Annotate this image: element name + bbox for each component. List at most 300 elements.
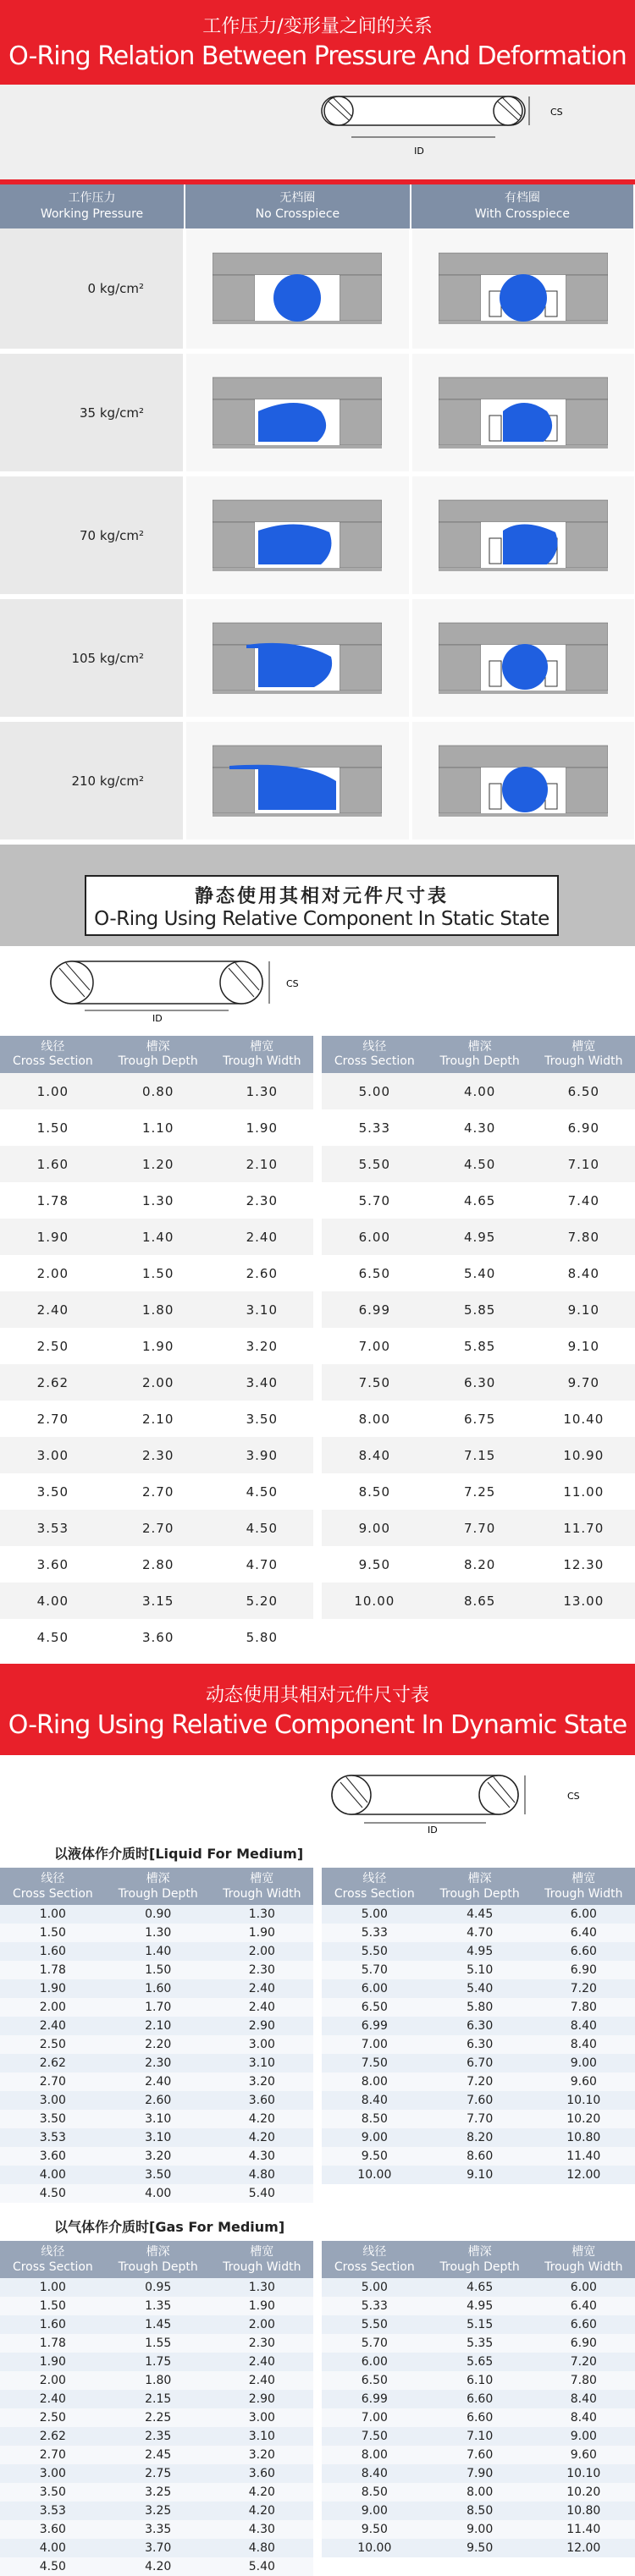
oring-diagram-static — [0, 946, 635, 1024]
pressure-row — [0, 351, 634, 474]
table-cell: 8.40 — [533, 2035, 635, 2054]
col-working-pressure: 工作压力 Working Pressure — [0, 184, 185, 228]
table-cell: 3.60 — [0, 2147, 106, 2166]
table-cell: 2.30 — [106, 1437, 211, 1473]
table-row — [0, 2427, 635, 2446]
table-cell: 6.99 — [322, 1291, 428, 1328]
table-cell: 4.70 — [211, 1546, 313, 1582]
table-row — [0, 2353, 635, 2371]
table-cell: 2.90 — [211, 2390, 313, 2408]
table-cell: 5.50 — [322, 1146, 428, 1182]
table-cell: 4.45 — [428, 1905, 533, 1924]
table-cell — [533, 1619, 635, 1655]
oring-diagram-dynamic — [0, 1755, 635, 1835]
table-cell: 11.00 — [533, 1473, 635, 1510]
table-cell: 1.60 — [0, 2315, 106, 2334]
table-cell: 3.60 — [0, 2520, 106, 2539]
table-cell: 1.80 — [106, 1291, 211, 1328]
table-cell: 2.75 — [106, 2464, 211, 2483]
table-cell: 3.53 — [0, 1510, 106, 1546]
oring-schematic — [0, 85, 635, 179]
table-cell: 3.60 — [211, 2464, 313, 2483]
table-row — [0, 2315, 635, 2334]
table-cell: 3.60 — [106, 1619, 211, 1655]
table-cell: 7.50 — [322, 2054, 428, 2072]
table-cell: 8.40 — [322, 2464, 428, 2483]
table-cell: 6.90 — [533, 2334, 635, 2353]
table-cell: 9.00 — [533, 2427, 635, 2446]
svg-text:CS: CS — [286, 978, 299, 989]
table-cell: 3.70 — [106, 2539, 211, 2557]
table-cell: 3.53 — [0, 2502, 106, 2520]
table-cell: 3.10 — [211, 2054, 313, 2072]
table-cell: 7.80 — [533, 2371, 635, 2390]
pressure-row — [0, 228, 634, 351]
column-header: 线径 Cross Section — [0, 1036, 106, 1073]
table-cell: 6.30 — [428, 2035, 533, 2054]
table-cell: 4.20 — [106, 2557, 211, 2576]
column-header: 槽宽 Trough Width — [533, 1036, 635, 1073]
table-cell: 10.00 — [322, 2166, 428, 2184]
svg-text:ID: ID — [428, 1825, 438, 1835]
table-cell: 5.65 — [428, 2353, 533, 2371]
table-cell: 6.50 — [322, 1255, 428, 1291]
dynamic-state-banner — [0, 1669, 635, 1755]
table-cell: 4.50 — [0, 1619, 106, 1655]
column-header: 槽深 Trough Depth — [428, 1868, 533, 1905]
table-cell: 8.40 — [533, 1255, 635, 1291]
id-label: ID — [414, 146, 424, 157]
table-cell: 12.30 — [533, 1546, 635, 1582]
table-cell: 5.70 — [322, 2334, 428, 2353]
table-cell: 7.50 — [322, 2427, 428, 2446]
table-cell: 4.65 — [428, 1182, 533, 1219]
table-row — [0, 2446, 635, 2464]
table-cell: 2.35 — [106, 2427, 211, 2446]
table-cell: 7.20 — [428, 2072, 533, 2091]
table-cell: 8.20 — [428, 2128, 533, 2147]
table-row — [0, 2072, 635, 2091]
table-cell: 4.70 — [428, 1924, 533, 1942]
table-cell: 2.70 — [106, 1510, 211, 1546]
column-header: 线径 Cross Section — [322, 1868, 428, 1905]
column-header: 线径 Cross Section — [322, 2241, 428, 2278]
table-row — [0, 2408, 635, 2427]
table-cell: 9.00 — [533, 2054, 635, 2072]
table-cell: 3.20 — [211, 2072, 313, 2091]
table-cell: 2.00 — [211, 1942, 313, 1961]
table-cell: 2.10 — [211, 1146, 313, 1182]
table-cell: 5.40 — [211, 2557, 313, 2576]
table-cell: 5.70 — [322, 1182, 428, 1219]
column-header: 槽深 Trough Depth — [428, 1036, 533, 1073]
table-cell: 7.70 — [428, 2110, 533, 2128]
table-cell: 5.10 — [428, 1961, 533, 1979]
table-cell: 7.70 — [428, 1510, 533, 1546]
pressure-row — [0, 474, 634, 597]
table-cell: 12.00 — [533, 2539, 635, 2557]
table-cell: 2.00 — [0, 1255, 106, 1291]
table-row — [0, 1401, 635, 1437]
dynamic-title-en: O-Ring Using Relative Component In Dynamic State — [8, 1710, 627, 1740]
table-cell: 3.50 — [0, 2110, 106, 2128]
table-row — [0, 1146, 635, 1182]
table-cell: 2.62 — [0, 2427, 106, 2446]
table-cell: 5.15 — [428, 2315, 533, 2334]
table-cell: 2.00 — [106, 1364, 211, 1401]
table-cell: 3.20 — [106, 2147, 211, 2166]
pressure-value: 0 kg/cm² — [0, 228, 185, 351]
table-cell: 8.20 — [428, 1546, 533, 1582]
table-cell: 2.25 — [106, 2408, 211, 2427]
table-row — [0, 2035, 635, 2054]
table-cell: 1.50 — [106, 1255, 211, 1291]
table-cell: 2.50 — [0, 1328, 106, 1364]
table-cell: 1.90 — [0, 1979, 106, 1998]
table-cell: 11.70 — [533, 1510, 635, 1546]
table-cell: 1.45 — [106, 2315, 211, 2334]
table-cell: 8.50 — [322, 1473, 428, 1510]
table-cell: 5.85 — [428, 1328, 533, 1364]
table-cell: 1.30 — [106, 1924, 211, 1942]
table-cell: 1.50 — [106, 1961, 211, 1979]
table-cell: 8.50 — [322, 2110, 428, 2128]
table-cell: 1.40 — [106, 1219, 211, 1255]
table-cell: 1.30 — [211, 1905, 313, 1924]
table-cell: 5.80 — [211, 1619, 313, 1655]
table-cell: 5.80 — [428, 1998, 533, 2017]
table-cell: 9.00 — [428, 2520, 533, 2539]
gland-with-crosspiece-figure — [439, 614, 608, 699]
svg-text:CS: CS — [567, 1791, 580, 1802]
table-cell: 7.00 — [322, 2408, 428, 2427]
table-cell: 2.62 — [0, 2054, 106, 2072]
table-row — [0, 2297, 635, 2315]
col-with-crosspiece: 有档圈 With Crosspiece — [411, 184, 634, 228]
table-cell — [428, 2557, 533, 2576]
column-header: 线径 Cross Section — [322, 1036, 428, 1073]
table-cell: 8.40 — [533, 2408, 635, 2427]
table-cell: 1.60 — [0, 1146, 106, 1182]
table-cell: 0.80 — [106, 1073, 211, 1109]
table-cell: 2.40 — [0, 2017, 106, 2035]
table-cell: 6.10 — [428, 2371, 533, 2390]
table-cell: 6.00 — [533, 1905, 635, 1924]
table-cell: 6.50 — [322, 1998, 428, 2017]
table-cell: 6.90 — [533, 1961, 635, 1979]
table-cell: 1.60 — [106, 1979, 211, 1998]
table-cell: 5.33 — [322, 2297, 428, 2315]
table-cell: 5.40 — [428, 1979, 533, 1998]
table-cell: 3.50 — [0, 2483, 106, 2502]
table-cell: 10.90 — [533, 1437, 635, 1473]
column-header: 线径 Cross Section — [0, 1868, 106, 1905]
table-cell: 2.45 — [106, 2446, 211, 2464]
column-header: 槽宽 Trough Width — [533, 1868, 635, 1905]
table-cell: 4.30 — [211, 2520, 313, 2539]
table-cell: 1.90 — [106, 1328, 211, 1364]
table-cell: 7.20 — [533, 2353, 635, 2371]
table-cell: 1.90 — [0, 2353, 106, 2371]
gland-no-crosspiece-figure — [213, 737, 382, 822]
table-cell: 1.90 — [211, 2297, 313, 2315]
table-cell: 4.00 — [0, 2539, 106, 2557]
table-cell: 4.00 — [106, 2184, 211, 2203]
table-cell: 1.78 — [0, 2334, 106, 2353]
table-cell: 7.90 — [428, 2464, 533, 2483]
table-cell: 1.80 — [106, 2371, 211, 2390]
table-cell: 2.40 — [0, 1291, 106, 1328]
table-row — [0, 1905, 635, 1924]
table-cell: 2.30 — [211, 2334, 313, 2353]
table-cell: 10.10 — [533, 2464, 635, 2483]
table-cell: 10.20 — [533, 2483, 635, 2502]
table-cell: 8.50 — [428, 2502, 533, 2520]
table-cell: 5.00 — [322, 1073, 428, 1109]
table-row — [0, 2464, 635, 2483]
table-cell: 3.00 — [211, 2408, 313, 2427]
table-cell: 6.30 — [428, 2017, 533, 2035]
table-cell: 5.85 — [428, 1291, 533, 1328]
table-cell: 6.75 — [428, 1401, 533, 1437]
gas-size-table — [0, 2241, 635, 2576]
svg-text:ID: ID — [152, 1013, 163, 1024]
column-header: 槽深 Trough Depth — [106, 1868, 211, 1905]
table-cell: 5.00 — [322, 1905, 428, 1924]
table-cell: 1.40 — [106, 1942, 211, 1961]
table-cell: 3.00 — [211, 2035, 313, 2054]
table-row — [0, 2110, 635, 2128]
table-cell: 4.95 — [428, 1942, 533, 1961]
table-cell: 5.00 — [322, 2278, 428, 2297]
table-cell: 4.50 — [428, 1146, 533, 1182]
table-row — [0, 1998, 635, 2017]
gland-no-crosspiece-figure — [213, 614, 382, 699]
gland-with-crosspiece-figure — [439, 492, 608, 576]
table-cell: 2.20 — [106, 2035, 211, 2054]
table-row — [0, 1582, 635, 1619]
table-cell: 1.60 — [0, 1942, 106, 1961]
table-cell: 5.33 — [322, 1924, 428, 1942]
table-cell: 7.10 — [533, 1146, 635, 1182]
table-cell: 3.15 — [106, 1582, 211, 1619]
table-cell: 9.50 — [322, 1546, 428, 1582]
table-cell: 7.40 — [533, 1182, 635, 1219]
table-row — [0, 1291, 635, 1328]
table-cell: 4.20 — [211, 2110, 313, 2128]
table-cell: 6.50 — [322, 2371, 428, 2390]
table-cell: 1.00 — [0, 2278, 106, 2297]
table-cell: 4.50 — [211, 1473, 313, 1510]
cs-label: CS — [550, 107, 563, 118]
table-cell: 3.50 — [106, 2166, 211, 2184]
static-size-table — [0, 1036, 635, 1655]
table-cell: 8.40 — [322, 2091, 428, 2110]
table-cell — [428, 2184, 533, 2203]
table-cell — [428, 1619, 533, 1655]
table-cell: 2.90 — [211, 2017, 313, 2035]
table-row — [0, 1924, 635, 1942]
table-cell: 4.20 — [211, 2483, 313, 2502]
table-row — [0, 2278, 635, 2297]
table-cell: 2.30 — [106, 2054, 211, 2072]
table-cell: 1.30 — [211, 2278, 313, 2297]
table-cell: 1.50 — [0, 1924, 106, 1942]
table-cell: 1.35 — [106, 2297, 211, 2315]
table-cell: 2.70 — [0, 2446, 106, 2464]
table-cell: 2.40 — [211, 2371, 313, 2390]
table-row — [0, 1255, 635, 1291]
table-cell: 2.40 — [211, 1998, 313, 2017]
table-row — [0, 1219, 635, 1255]
table-row — [0, 1437, 635, 1473]
table-cell: 4.50 — [0, 2184, 106, 2203]
table-cell: 4.50 — [211, 1510, 313, 1546]
table-cell: 0.90 — [106, 1905, 211, 1924]
table-cell: 4.30 — [428, 1109, 533, 1146]
oring-diagram-top — [0, 85, 635, 179]
table-cell: 1.90 — [0, 1219, 106, 1255]
table-cell: 5.50 — [322, 1942, 428, 1961]
column-header: 槽宽 Trough Width — [211, 2241, 313, 2278]
table-cell: 7.80 — [533, 1219, 635, 1255]
table-cell: 7.25 — [428, 1473, 533, 1510]
table-cell: 9.00 — [322, 2128, 428, 2147]
table-cell: 3.35 — [106, 2520, 211, 2539]
table-cell: 3.00 — [0, 1437, 106, 1473]
table-cell: 3.60 — [0, 1546, 106, 1582]
table-row — [0, 1073, 635, 1109]
table-row — [0, 1364, 635, 1401]
table-cell: 7.00 — [322, 2035, 428, 2054]
table-cell: 6.60 — [428, 2408, 533, 2427]
table-cell: 10.00 — [322, 1582, 428, 1619]
table-cell: 4.20 — [211, 2128, 313, 2147]
table-cell: 2.70 — [0, 2072, 106, 2091]
table-cell: 1.90 — [211, 1109, 313, 1146]
table-cell: 9.50 — [428, 2539, 533, 2557]
table-cell: 6.40 — [533, 1924, 635, 1942]
pressure-value: 35 kg/cm² — [0, 351, 185, 474]
gland-with-crosspiece-figure — [439, 245, 608, 329]
table-row — [0, 1942, 635, 1961]
table-cell: 5.35 — [428, 2334, 533, 2353]
table-cell: 7.50 — [322, 1364, 428, 1401]
table-cell: 4.95 — [428, 1219, 533, 1255]
table-cell: 2.60 — [106, 2091, 211, 2110]
table-cell: 6.99 — [322, 2390, 428, 2408]
static-state-banner — [0, 845, 635, 946]
table-cell: 1.00 — [0, 1073, 106, 1109]
table-cell: 6.40 — [533, 2297, 635, 2315]
table-cell: 2.00 — [0, 2371, 106, 2390]
static-title-en: O-Ring Using Relative Component In Static State — [94, 908, 549, 930]
table-cell: 3.25 — [106, 2483, 211, 2502]
table-cell: 2.80 — [106, 1546, 211, 1582]
table-cell: 3.90 — [211, 1437, 313, 1473]
table-cell: 6.60 — [428, 2390, 533, 2408]
table-cell: 2.15 — [106, 2390, 211, 2408]
table-cell: 5.33 — [322, 1109, 428, 1146]
table-cell: 10.10 — [533, 2091, 635, 2110]
table-cell: 1.55 — [106, 2334, 211, 2353]
table-row — [0, 2184, 635, 2203]
table-cell: 6.50 — [533, 1073, 635, 1109]
table-cell: 10.00 — [322, 2539, 428, 2557]
table-cell — [533, 2184, 635, 2203]
table-cell: 0.95 — [106, 2278, 211, 2297]
column-header: 线径 Cross Section — [0, 2241, 106, 2278]
pressure-value: 105 kg/cm² — [0, 597, 185, 719]
table-cell: 1.30 — [106, 1182, 211, 1219]
table-cell: 3.25 — [106, 2502, 211, 2520]
table-cell: 1.70 — [106, 1998, 211, 2017]
table-cell: 9.50 — [322, 2147, 428, 2166]
table-cell: 8.40 — [533, 2017, 635, 2035]
table-cell: 2.60 — [211, 1255, 313, 1291]
gland-with-crosspiece-figure — [439, 369, 608, 454]
table-row — [0, 2054, 635, 2072]
table-cell: 9.60 — [533, 2072, 635, 2091]
table-cell: 6.99 — [322, 2017, 428, 2035]
table-cell: 9.70 — [533, 1364, 635, 1401]
table-cell: 10.40 — [533, 1401, 635, 1437]
table-cell: 3.50 — [211, 1401, 313, 1437]
table-row — [0, 1979, 635, 1998]
table-cell: 8.50 — [322, 2483, 428, 2502]
table-cell: 7.60 — [428, 2091, 533, 2110]
table-cell: 7.60 — [428, 2446, 533, 2464]
gland-no-crosspiece-figure — [213, 492, 382, 576]
table-cell: 3.20 — [211, 2446, 313, 2464]
table-row — [0, 2390, 635, 2408]
table-cell: 10.80 — [533, 2502, 635, 2520]
table-row — [0, 1473, 635, 1510]
table-row — [0, 2557, 635, 2576]
pressure-row — [0, 719, 634, 842]
table-cell: 9.50 — [322, 2520, 428, 2539]
pressure-deformation-table — [0, 184, 635, 845]
table-cell: 3.00 — [0, 2464, 106, 2483]
table-row — [0, 2502, 635, 2520]
table-cell: 4.65 — [428, 2278, 533, 2297]
table-row — [0, 1328, 635, 1364]
table-row — [0, 2147, 635, 2166]
column-header: 槽宽 Trough Width — [211, 1868, 313, 1905]
table-cell: 1.50 — [0, 2297, 106, 2315]
column-header: 槽宽 Trough Width — [533, 2241, 635, 2278]
table-cell: 1.78 — [0, 1182, 106, 1219]
table-cell: 1.10 — [106, 1109, 211, 1146]
header-banner-pressure — [0, 0, 635, 184]
column-header: 槽深 Trough Depth — [106, 2241, 211, 2278]
table-cell: 3.53 — [0, 2128, 106, 2147]
table-cell: 9.10 — [428, 2166, 533, 2184]
table-cell: 1.90 — [211, 1924, 313, 1942]
column-header: 槽宽 Trough Width — [211, 1036, 313, 1073]
table-cell — [322, 1619, 428, 1655]
liquid-size-table — [0, 1868, 635, 2203]
gas-medium-title: 以气体作介质时[Gas For Medium] — [54, 2219, 285, 2235]
column-header: 槽深 Trough Depth — [428, 2241, 533, 2278]
table-cell: 6.70 — [428, 2054, 533, 2072]
column-header: 槽深 Trough Depth — [106, 1036, 211, 1073]
table-cell: 4.20 — [211, 2502, 313, 2520]
table-row — [0, 1510, 635, 1546]
table-cell — [533, 2557, 635, 2576]
table-cell — [322, 2557, 428, 2576]
table-cell: 2.00 — [211, 2315, 313, 2334]
